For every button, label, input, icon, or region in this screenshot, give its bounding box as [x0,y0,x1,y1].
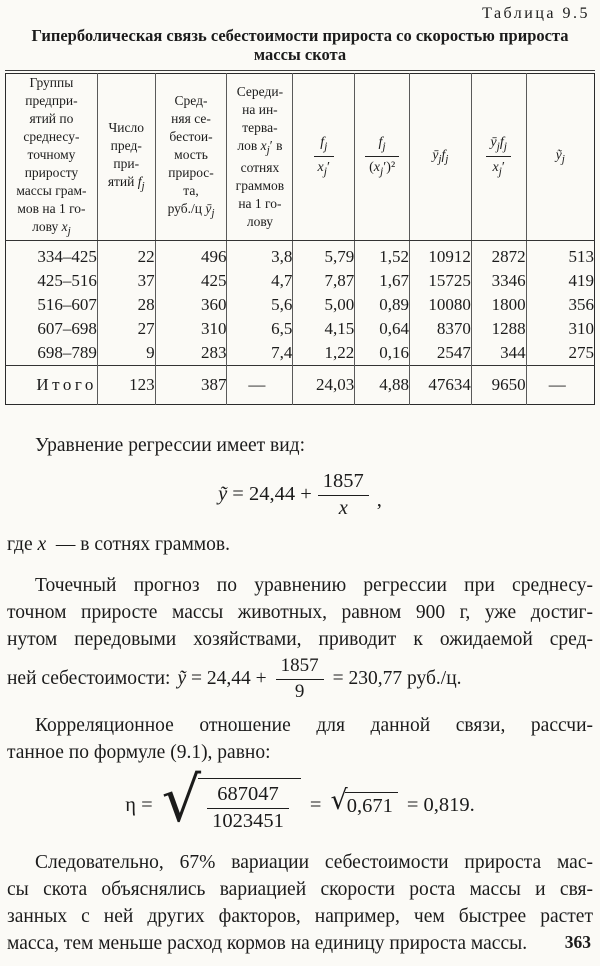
table-row [6,269,595,293]
text-line: Корреляционное отношение для данной связи, рассчи- [35,714,593,736]
paragraph-equation-intro: Уравнение регрессии имеет вид: [35,434,306,456]
col-header-count: Число пред- при- ятий $f_j$ [97,73,155,240]
table-number-label: Таблица 9.5 [482,5,590,22]
cell: 9650 [471,365,526,404]
cell: 5,79 [293,240,355,269]
radical-sign-icon: √ [161,762,202,836]
cell: 1,67 [355,269,410,293]
stats-table-wrapper [5,70,595,405]
col-header-groups: Группы предпри- ятий по среднесу- точному приросту массы грам- мов на 1 го- лову $x_j$ [6,73,98,240]
cell: 387 [155,365,227,404]
where-clause: где x — в сотнях граммов. [7,533,230,555]
cell: 123 [97,365,155,404]
cell: 5,6 [227,293,293,317]
col-header-y-theoretical: ỹ$_j$ [526,73,594,240]
text-line: Точечный прогноз по уравнению регрессии при среднесу- [35,574,593,596]
cell: 10912 [410,240,472,269]
page-number: 363 [564,932,591,952]
text-line: Следовательно, 67% вариации себестоимости прироста мас- [35,851,593,873]
paragraph-forecast [0,572,600,653]
col-header-f-over-x-squared [355,73,410,240]
cell: — [526,365,594,404]
cell: 8370 [410,317,472,341]
text-line: сы скота объяснялись вариацией скорости роста массы и свя- [7,878,593,900]
cell-group: 334–425 [37,246,97,266]
cell: 24,03 [293,365,355,404]
cell: 3,8 [227,240,293,269]
cell: 9 [97,341,155,366]
cell: 1800 [471,293,526,317]
cell: 3346 [471,269,526,293]
cell: 22 [97,240,155,269]
cell: 356 [526,293,594,317]
cell-group: 698–789 [37,342,97,362]
text-line: точном приросте массы животных, равном 900 г, уже достиг- [7,601,593,623]
eta-lhs: η = [125,793,153,816]
totals-row [6,365,595,404]
cell: 10080 [410,293,472,317]
fraction: $\frac{687047}{1023451}$ [207,783,289,833]
table-header-row [6,73,595,240]
col-header-interval-mid: Середи- на ин- терва- лов $x_j'$ в сотнях граммов на 1 го- лову [227,73,293,240]
cell: 27 [97,317,155,341]
cell: 1,22 [293,341,355,366]
cell: 0,89 [355,293,410,317]
caption-line-1: Гиперболическая связь себестоимости прироста со скоростью прироста [31,26,569,45]
cell: 7,87 [293,269,355,293]
cell: 2872 [471,240,526,269]
cell: 4,15 [293,317,355,341]
inline-forecast-formula [0,655,600,703]
sqrt-radical: √ 0,671 [330,792,397,818]
caption-line-2: массы скота [253,45,347,65]
fraction-formula: $ȳ_jf_j$ $x_j'$ [486,134,511,180]
text-line: масса, тем меньше расход кормов на единицу прироста массы. [7,932,528,954]
cell-group: 425–516 [37,270,97,290]
cell: 0,64 [355,317,410,341]
text-line: занных с ней других факторов, например, чем быстрее растет [7,905,593,927]
text-line: нутом передовыми хозяйствами, приводит к ожидаемой сред- [7,628,593,650]
cell: 15725 [410,269,472,293]
col-header-yf-over-x [471,73,526,240]
cell: 310 [526,317,594,341]
cell: 425 [155,269,227,293]
cell: 6,5 [227,317,293,341]
formula-pre-text: ней себестоимости: [7,667,171,689]
cell: 275 [526,341,594,366]
cell: 0,16 [355,341,410,366]
cell: 1288 [471,317,526,341]
col-header-yf: $ȳ_jf_j$ [410,73,472,240]
table-row [6,240,595,269]
cell: 28 [97,293,155,317]
cell: 419 [526,269,594,293]
fraction-formula: $\frac{f_j}{x_j'}$ [314,134,335,180]
fraction: $\frac{1857}{x}$ [318,470,369,520]
col-header-avg-cost: Сред- няя се- бестои- мость прирос- та, руб./ц $ȳ_j$ [155,73,227,240]
formula-lhs: ỹ = 24,44 + [177,667,267,689]
cell: 360 [155,293,227,317]
cell: 513 [526,240,594,269]
cell: — [227,365,293,404]
equation-lhs: ỹ = 24,44 + [218,483,312,506]
table-row [6,293,595,317]
regression-equation [0,470,600,520]
table-row [6,341,595,366]
cell: 7,4 [227,341,293,366]
sqrt-radical [161,762,301,836]
cell-group: 516–607 [37,294,97,314]
radical-sign-icon: √ [330,785,348,817]
paragraph-correlation [0,712,600,766]
correlation-ratio-equation [0,762,600,836]
table-caption [0,26,600,65]
cell: 1,52 [355,240,410,269]
equation-result: = 0,819. [406,793,475,816]
equation-tail: , [376,488,382,511]
cell: 283 [155,341,227,366]
cell: 310 [155,317,227,341]
cell: 4,7 [227,269,293,293]
formula-result: = 230,77 руб./ц. [332,667,462,689]
col-header-f-over-x [293,73,355,240]
cell: 4,88 [355,365,410,404]
cell: 2547 [410,341,472,366]
cell: 496 [155,240,227,269]
cell-group: 607–698 [37,318,97,338]
cell: 344 [471,341,526,366]
stats-table [5,73,595,405]
cell: 5,00 [293,293,355,317]
cell: 47634 [410,365,472,404]
equals-sign: = [309,793,322,816]
fraction: $\frac{1857}{9}$ [276,655,324,703]
text-line: танное по формуле (9.1), равно: [7,741,271,763]
table-row [6,317,595,341]
fraction-formula: $\frac{f_j}{(x_j')^2}$ [365,134,399,180]
totals-label: Итого [6,365,98,404]
paragraph-conclusion [0,849,600,957]
cell: 37 [97,269,155,293]
